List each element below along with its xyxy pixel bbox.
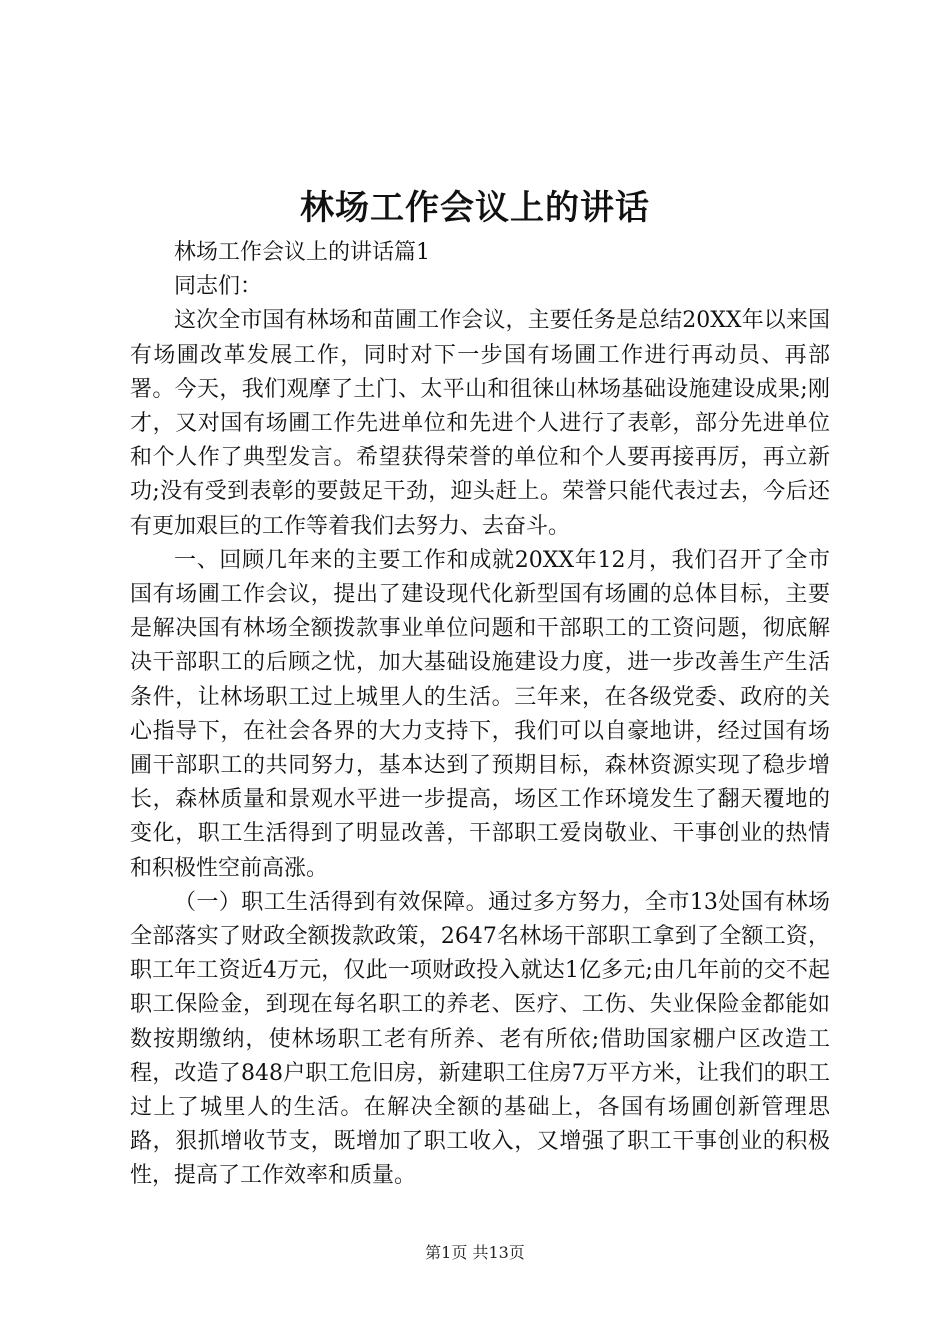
paragraph-review: 一、回顾几年来的主要工作和成就20XX年12月，我们召开了全市国有场圃工作会议，提出了建设现代化新型国有场圃的总体目标，主要是解决国有林场全额拨款事业单位问题和干部职工的工资问题，彻底解决干部职工的后顾之忧，加大基础设施建设力度，进一步改善生产生活条件，让林场职工过上城里人的生活。三年来，在各级党委、政府的关心指导下，在社会各界的大力支持下，我们可以自豪地讲，经过国有场圃干部职工的共同努力，基本达到了预期目标，森林资源实现了稳步增长，森林质量和景观水平进一步提高，场区工作环境发生了翻天覆地的变化，职工生活得到了明显改善，干部职工爱岗敬业、干事创业的热情和积极性空前高涨。 <box>130 547 830 881</box>
document-body <box>130 236 830 1194</box>
section-heading: 林场工作会议上的讲话篇1 <box>174 240 430 265</box>
paragraph-intro: 这次全市国有林场和苗圃工作会议，主要任务是总结20XX年以来国有场圃改革发展工作，同时对下一步国有场圃工作进行再动员、再部署。今天，我们观摩了土门、太平山和徂徕山林场基础设施建设成果;刚才，又对国有场圃工作先进单位和先进个人进行了表彰，部分先进单位和个人作了典型发言。希望获得荣誉的单位和个人要再接再厉，再立新功;没有受到表彰的要鼓足干劲，迎头赶上。荣誉只能代表过去，今后还有更加艰巨的工作等着我们去努力、去奋斗。 <box>130 308 830 539</box>
document-title: 林场工作会议上的讲话 <box>300 188 650 228</box>
paragraph-livelihood: （一）职工生活得到有效保障。通过多方努力，全市13处国有林场全部落实了财政全额拨款政策，2647名林场干部职工拿到了全额工资，职工年工资近4万元，仅此一项财政投入就达1亿多元;由几年前的交不起职工保险金，到现在每名职工的养老、医疗、工伤、失业保险金都能如数按期缴纳，使林场职工老有所养、老有所依;借助国家棚户区改造工程，改造了848户职工危旧房，新建职工住房7万平方米，让我们的职工过上了城里人的生活。在解决全额的基础上，各国有场圃创新管理思路，狠抓增收节支，既增加了职工收入，又增强了职工干事创业的积极性，提高了工作效率和质量。 <box>130 889 830 1189</box>
salutation: 同志们： <box>174 274 263 300</box>
page-footer: 第1页 共13页 <box>425 1243 525 1262</box>
